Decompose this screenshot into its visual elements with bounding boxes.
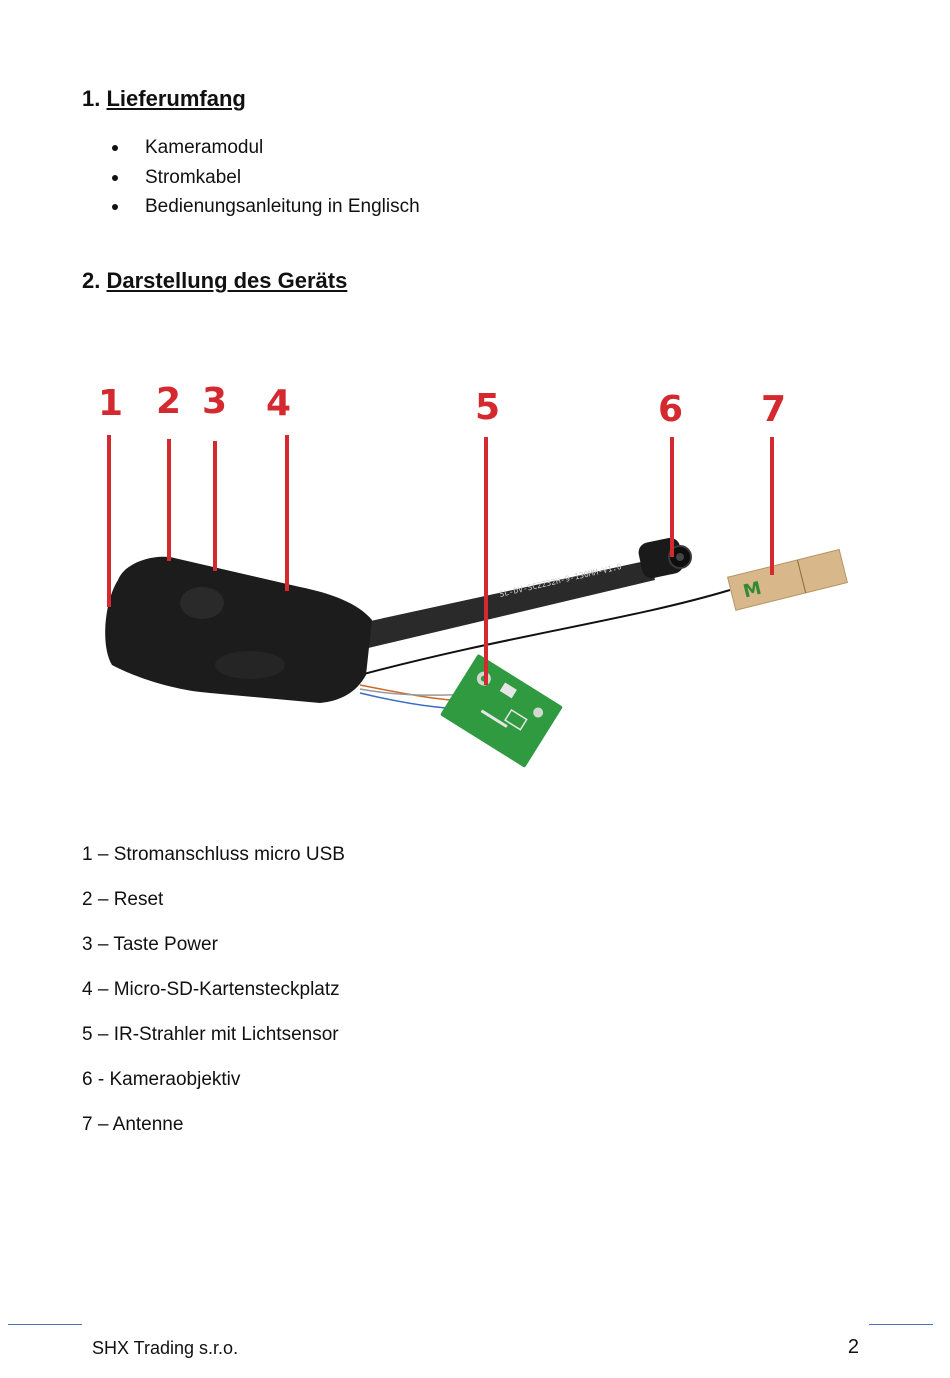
button-bump [180,587,224,619]
section-number: 2. [82,268,101,293]
list-item-text: Bedienungsanleitung in Englisch [145,196,420,217]
list-item [112,133,420,163]
sticker-print: M [741,577,764,603]
legend-item: 3 – Taste Power [82,934,218,955]
list-item-text: Stromkabel [145,166,242,188]
legend-item: 7 – Antenne [82,1114,184,1135]
footer-rule-left [8,1324,82,1325]
bullet-icon [112,175,118,181]
callout-1: 1 [98,383,124,424]
camera-module [105,557,372,703]
callout-3: 3 [202,381,228,422]
footer-rule-right [869,1324,933,1325]
scope-list [112,133,420,222]
list-item-text: Kameramodul [145,137,264,158]
callout-7: 7 [761,389,787,430]
section-heading-scope [82,86,246,112]
device-diagram [90,375,870,785]
cable-print: SL-DV-SC2232H-9-130MM-V1.0 [498,562,623,599]
legend-item: 6 - Kameraobjektiv [82,1069,241,1090]
section-title: Lieferumfang [106,86,246,111]
antenna-sticker [728,549,848,610]
legend-item: 4 – Micro-SD-Kartensteckplatz [82,979,340,1000]
ir-pcb [440,654,563,768]
callout-2: 2 [156,381,182,422]
list-item [112,192,420,222]
bullet-icon [112,145,118,151]
lens-glass [676,553,684,561]
callout-5: 5 [475,387,501,428]
footer-company: SHX Trading s.r.o. [92,1338,239,1358]
section-title: Darstellung des Geräts [106,268,348,293]
module-shade [215,651,285,679]
list-item [112,163,420,193]
component-legend [82,840,345,1155]
legend-item: 1 – Stromanschluss micro USB [82,844,345,865]
callout-4: 4 [266,383,292,424]
callout-6: 6 [658,389,684,430]
page-number: 2 [847,1336,859,1358]
legend-item: 2 – Reset [82,889,164,910]
section-heading-device [82,268,347,294]
bullet-icon [112,204,118,210]
legend-item: 5 – IR-Strahler mit Lichtsensor [82,1024,339,1045]
section-number: 1. [82,86,101,111]
